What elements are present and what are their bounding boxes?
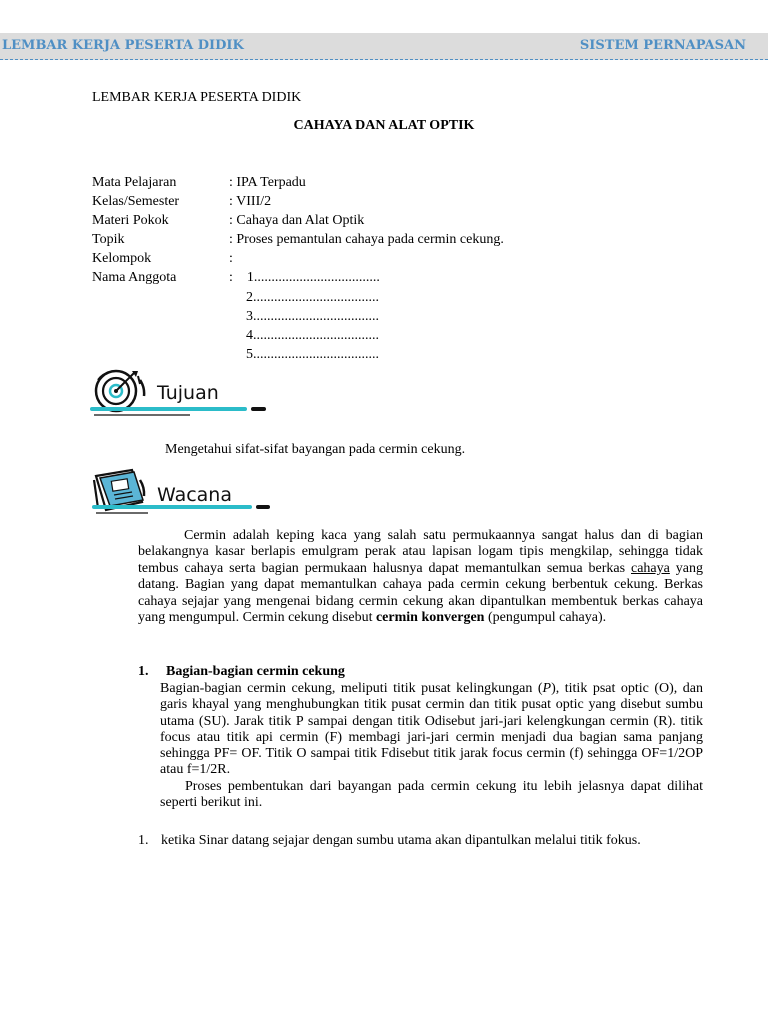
member-line-5: 5.................................... [246,347,379,362]
section-1-italic-p: P [542,681,552,696]
tujuan-text: Mengetahui sifat-sifat bayangan pada cermin cekung. [165,442,466,457]
wacana-banner [88,466,278,516]
list-item-number: 1. [138,833,149,848]
info-value: : 1.................................... [229,270,380,285]
section-1-number: 1. [138,664,149,679]
wacana-text-3: (pengumpul cahaya). [484,610,607,626]
info-label: Materi Pokok [92,213,169,228]
wacana-paragraph [138,528,703,626]
wacana-bold-term: cermin konvergen [375,610,485,626]
wacana-label: Wacana [157,484,232,506]
section-1-text-b: ), titik psat optic (O), dan garis khayal yang menghubungkan titik pusat cermin dan titik pusat optic yang disebut sumbu utama (SU). Jarak titik P sampai dengan titik Odisebut jari-jari kelengkungan cermin (R). titik focus atau titik api cermin (F) membagi jari-jari cermin menjadi dua bagian sama panjang sehingga PF= OF. Titik O sampai titik Fdisebut titik jarak focus cermin (f) sehingga OF=1/2OP atau f=1/2R. [160,681,703,778]
page-header [0,33,768,60]
list-item-text: ketika Sinar datang sejajar dengan sumbu utama akan dipantulkan melalui titik fokus. [161,833,641,848]
header-left-title: LEMBAR KERJA PESERTA DIDIK [2,38,244,53]
cahaya-link[interactable]: cahaya [631,560,670,576]
info-label: Mata Pelajaran [92,175,177,190]
section-1-heading [138,663,345,680]
section-1-title: Bagian-bagian cermin cekung [166,664,345,679]
tujuan-label: Tujuan [157,382,219,404]
info-label: Nama Anggota [92,270,177,285]
info-label: Topik [92,232,125,247]
section-1-text-a: Bagian-bagian cermin cekung, meliputi titik pusat kelingkungan ( [160,681,543,696]
list-item [138,831,641,850]
info-value: : Cahaya dan Alat Optik [229,213,365,228]
header-right-title: SISTEM PERNAPASAN [579,38,746,53]
wacana-text-2: yang datang. Bagian yang dapat memantulkan cahaya pada cermin cekung berbentuk cekung. Berkas cahaya sejajar yang mengenai bidang cermin cekung akan dipantulkan membentuk berkas cahaya yang mengumpul. Cermin cekung disebut [138,560,703,626]
tujuan-banner [88,368,273,418]
member-line-2: 2.................................... [246,290,379,305]
info-value: : IPA Terpadu [229,175,306,190]
section-1-body [160,681,703,811]
info-value: : [229,251,233,266]
info-label: Kelompok [92,251,152,266]
member-line-3: 3.................................... [246,309,379,324]
section-1-text-c: Proses pembentukan dari bayangan pada cermin cekung itu lebih jelasnya dapat dilihat seperti berikut ini. [160,778,703,811]
wacana-text-1: Cermin adalah keping kaca yang salah satu permukaannya sangat halus dan di bagian belakangnya kasar berlapis emulgram perak atau lapisan logam tipis mengkilap, sehingga tidak tembus cahaya serta bagian permukaan halusnya dapat memantulkan semua berkas [138,528,703,576]
doc-title: CAHAYA DAN ALAT OPTIK [293,118,475,133]
info-label: Kelas/Semester [92,194,180,209]
info-value: : Proses pemantulan cahaya pada cermin cekung. [229,232,504,247]
info-value: : VIII/2 [229,194,272,209]
member-line-4: 4.................................... [246,328,379,343]
doc-heading: LEMBAR KERJA PESERTA DIDIK [92,90,302,105]
